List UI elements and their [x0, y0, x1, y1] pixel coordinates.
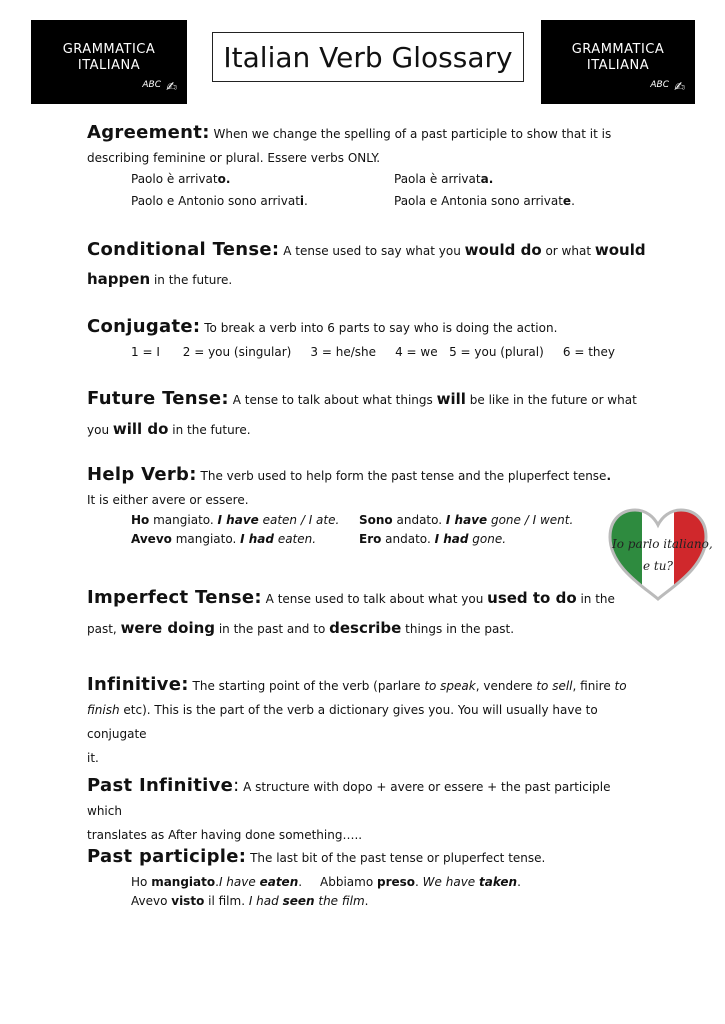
infinitive-def: it.: [87, 751, 99, 765]
example-text: .: [215, 875, 219, 889]
grammatica-italiana-logo-left: [31, 20, 187, 104]
help-verb-example: [359, 510, 573, 530]
past-participle-def: The last bit of the past tense or pluperfect tense.: [250, 851, 546, 865]
example-ending: e: [562, 194, 572, 208]
example-text: andato.: [381, 532, 435, 546]
past-infinitive-def: translates as After having done something…..: [87, 828, 363, 842]
example-text: Paola e Antonia sono arrivat: [394, 194, 563, 208]
example-participle: mangiato: [151, 875, 216, 889]
example-translation: We have: [422, 875, 479, 889]
agreement-entry: [87, 121, 647, 170]
logo-line-2: ITALIANA: [586, 58, 650, 73]
example-aux: Avevo: [131, 532, 172, 546]
example-ending: a.: [480, 172, 494, 186]
infinitive-italic: to: [614, 679, 627, 693]
example-translation-bold: I had: [240, 532, 274, 546]
future-def: A tense to talk about what things: [232, 393, 433, 407]
example-dot: .: [304, 194, 308, 208]
example-text: .: [298, 875, 303, 889]
example-participle: visto: [171, 894, 205, 908]
example-translation-bold: taken: [479, 875, 518, 889]
heart-text-line-1: Io parlo italiano,: [612, 537, 713, 551]
grammatica-italiana-logo-right: [541, 20, 695, 104]
conditional-bold: happen: [87, 270, 151, 288]
future-def: you: [87, 423, 110, 437]
example-translation: gone / I went.: [487, 513, 574, 527]
help-verb-def: It is either avere or essere.: [87, 493, 249, 507]
person-item: 3 = he/she: [310, 345, 377, 359]
future-def: in the future.: [172, 423, 251, 437]
agreement-term: Agreement:: [87, 122, 210, 143]
example-aux: Ho: [131, 513, 150, 527]
future-bold: will do: [112, 420, 169, 438]
conditional-def: in the future.: [153, 273, 233, 287]
example-text: mangiato.: [149, 513, 218, 527]
help-verb-entry: [87, 463, 647, 512]
infinitive-italic: to sell: [536, 679, 573, 693]
example-text: Paola è arrivat: [394, 172, 481, 186]
example-translation: I had: [248, 894, 283, 908]
help-verb-example: [131, 529, 316, 549]
conditional-bold: would: [594, 241, 646, 259]
imperfect-def: things in the past.: [405, 622, 515, 636]
page-title: Italian Verb Glossary: [223, 40, 513, 74]
person-item: 1 = I: [131, 345, 160, 359]
example-text: Abbiamo: [320, 875, 377, 889]
example-translation: I have: [218, 875, 260, 889]
example-translation: eaten.: [274, 532, 317, 546]
agreement-def-2: describing feminine or plural. Essere verbs ONLY.: [87, 151, 381, 165]
past-participle-example: [131, 872, 302, 892]
example-text: Paolo e Antonio sono arrivat: [131, 194, 300, 208]
help-verb-example: [359, 529, 506, 549]
example-translation-bold: I have: [445, 513, 488, 527]
past-infinitive-entry: [87, 774, 647, 847]
agreement-example: [131, 169, 230, 189]
conjugate-term: Conjugate:: [87, 316, 201, 337]
example-ending: i: [299, 194, 305, 208]
help-verb-dot: .: [606, 469, 612, 483]
example-participle: preso: [376, 875, 416, 889]
past-participle-example: [131, 891, 368, 911]
example-text: .: [415, 875, 423, 889]
person-item: 6 = they: [562, 345, 615, 359]
agreement-example: [131, 191, 308, 211]
future-term: Future Tense:: [87, 388, 229, 409]
example-ending: o.: [217, 172, 231, 186]
example-text: .: [364, 894, 369, 908]
agreement-def-1: When we change the spelling of a past participle to show that it is: [213, 127, 612, 141]
example-translation-bold: I had: [434, 532, 469, 546]
example-text: il film.: [204, 894, 249, 908]
infinitive-def: The starting point of the verb (parlare: [192, 679, 421, 693]
imperfect-def: A tense used to talk about what you: [265, 592, 484, 606]
imperfect-bold: used to do: [487, 589, 577, 607]
page-title-box: [212, 32, 524, 82]
past-infinitive-colon: :: [233, 775, 240, 796]
imperfect-bold: describe: [329, 619, 402, 637]
heart-text-line-2: e tu?: [643, 559, 673, 573]
logo-abc: ABC: [650, 80, 669, 90]
hand-icon: ✍: [166, 80, 177, 95]
help-verb-term: Help Verb:: [87, 464, 197, 485]
imperfect-bold: were doing: [120, 619, 216, 637]
infinitive-def: etc). This is the part of the verb a dictionary gives you. You will usually have to conjugate: [87, 703, 598, 741]
persons-list: [131, 342, 615, 362]
future-def: be like in the future or what: [469, 393, 637, 407]
agreement-example: [394, 169, 493, 189]
imperfect-def: in the: [580, 592, 615, 606]
hand-icon: ✍: [674, 80, 685, 95]
logo-line-1: GRAMMATICA: [571, 42, 665, 57]
example-translation-bold: I have: [217, 513, 259, 527]
example-translation-bold: seen: [282, 894, 315, 908]
imperfect-def: in the past and to: [218, 622, 326, 636]
past-participle-entry: [87, 845, 647, 870]
example-text: Paolo è arrivat: [131, 172, 218, 186]
example-text: andato.: [392, 513, 446, 527]
conditional-def: A tense used to say what you: [283, 244, 461, 258]
imperfect-entry: [87, 583, 647, 644]
conditional-bold: would do: [464, 241, 542, 259]
example-dot: .: [571, 194, 575, 208]
future-entry: [87, 384, 647, 445]
imperfect-term: Imperfect Tense:: [87, 587, 262, 608]
example-translation: gone.: [468, 532, 507, 546]
infinitive-term: Infinitive:: [87, 674, 189, 695]
logo-line-2: ITALIANA: [77, 58, 141, 73]
future-bold: will: [436, 390, 466, 408]
infinitive-def: , vendere: [475, 679, 533, 693]
imperfect-def: past,: [87, 622, 117, 636]
example-translation: the film: [314, 894, 365, 908]
example-text: Avevo: [131, 894, 172, 908]
example-text: .: [517, 875, 521, 889]
example-text: mangiato.: [171, 532, 241, 546]
person-item: 4 = we: [395, 345, 438, 359]
past-participle-example: [320, 872, 521, 892]
person-item: 2 = you (singular): [182, 345, 292, 359]
infinitive-def: , finire: [572, 679, 611, 693]
conjugate-entry: [87, 315, 647, 340]
agreement-example: [394, 191, 575, 211]
past-participle-term: Past participle:: [87, 846, 247, 867]
person-item: 5 = you (plural): [449, 345, 544, 359]
conditional-entry: [87, 236, 647, 294]
infinitive-italic: to speak: [424, 679, 476, 693]
infinitive-entry: [87, 673, 642, 770]
logo-abc: ABC: [142, 80, 161, 90]
past-infinitive-def: A structure with dopo + avere or essere + the past participle which: [87, 780, 611, 818]
example-aux: Sono: [359, 513, 393, 527]
conditional-def: or what: [545, 244, 592, 258]
example-aux: Ero: [359, 532, 382, 546]
conjugate-def: To break a verb into 6 parts to say who is doing the action.: [204, 321, 558, 335]
conditional-term: Conditional Tense:: [87, 239, 280, 260]
example-translation-bold: eaten: [259, 875, 299, 889]
help-verb-example: [131, 510, 339, 530]
help-verb-def: The verb used to help form the past tense and the pluperfect tense: [200, 469, 607, 483]
logo-line-1: GRAMMATICA: [62, 42, 156, 57]
example-text: Ho: [131, 875, 152, 889]
past-infinitive-term: Past Infinitive: [87, 775, 234, 796]
infinitive-italic: finish: [87, 703, 120, 717]
example-translation: eaten / I ate.: [258, 513, 340, 527]
